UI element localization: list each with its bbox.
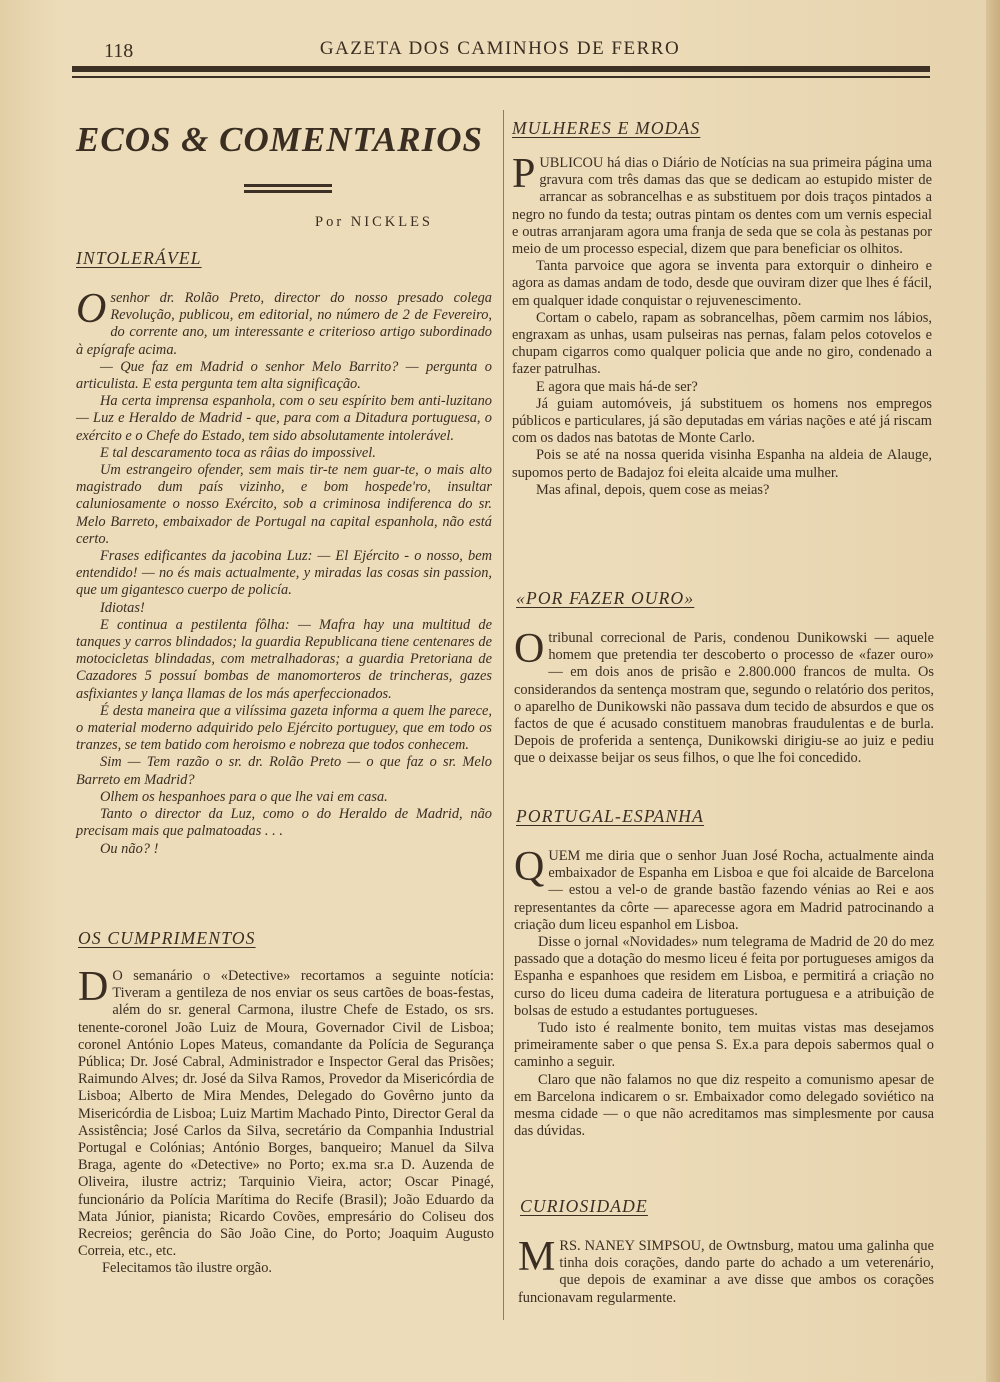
- section-mulheres-body: [512, 151, 932, 499]
- paragraph: E agora que mais há-de ser?: [536, 378, 698, 395]
- page-edge: [986, 0, 1000, 1382]
- section-heading-portugal: PORTUGAL-ESPANHA: [516, 806, 705, 826]
- paragraph: Pois se até na nossa querida visinha Espanha na aldeia de Alauge, supomos perto de Badajoz foi eleita alcaide uma mulher.: [512, 447, 932, 481]
- section-heading-intoleravel: INTOLERÁVEL: [76, 248, 202, 268]
- paragraph: Já guiam automóveis, já substituem os homens nos empregos públicos e particulares, já são deputadas em várias nações e até já riscam com os dados nas batotas de Monte Carlo.: [512, 395, 932, 447]
- section-heading-ouro: «POR FAZER OURO»: [516, 588, 695, 608]
- paragraph: UEM me diria que o senhor Juan José Rocha, actualmente ainda embaixador de Espanha em Lisboa e que foi alcaide de Barcelona — estou a vel-o de grande bastão fazendo vénias ao Rei e aos representantes da côrte — aparecesse agora em Madrid patrocinando a criação dum liceu espanhol em Lisboa.: [514, 848, 934, 933]
- paragraph: Tanto o director da Luz, como o do Heraldo de Madrid, não precisam mais que palmatoadas . . .: [76, 806, 492, 840]
- paragraph: Felecitamos tão ilustre orgão.: [102, 1260, 272, 1277]
- section-intoleravel-body: [76, 286, 492, 858]
- paragraph: Olhem os hespanhoes para o que lhe vai em casa.: [100, 788, 388, 805]
- paragraph: Um estrangeiro ofender, sem mais tir-te nem guar-te, o mais alto magistrado dum país vizinho, e bom hospede'ro, insultar caluniosamente o nosso Exército, sob a criminosa indiferenca do sr. Melo Barreto, embaixador de Portugal na capital espanhola, não está certo.: [76, 462, 492, 547]
- paragraph: RS. NANEY SIMPSOU, de Owtnsburg, matou uma galinha que tinha dois corações, dando parte do achado a um veterenário, que depois de examinar a ave disse que ambos os corações funcionavam regularmente.: [518, 1238, 934, 1306]
- paragraph: O semanário o «Detective» recortamos a seguinte notícia: Tiveram a gentileza de nos enviar os seus cartões de boas-festas, além do sr. general Carmona, ilustre Chefe de Estado, os srs. tenente-coronel João Luiz de Moura, Governador Civil de Lisboa; coronel António Lopes Mateus, comandante da Polícia de Segurança Pública; Dr. José Cabral, Administrador e Inspector Geral das Prisões; Raimundo Alves; dr. José da Silva Ramos, Provedor da Misericórdia de Lisboa; Alberto de Mira Mendes, Delegado do Govêrno junto da Misericórdia de Lisboa; Luiz Martim Machado Pinto, Director Geral da Assistência; José Carlos da Silva, secretário da Companhia Industrial Portugal e Colónias; António Borges, banqueiro; Manuel da Silva Braga, agente do «Detective» no Porto; ex.ma sr.a D. Auzenda de Oliveira, ilustre actriz; Tarquinio Vieira, actor; Oscar Pinagé, funcionário da Polícia Marítima do Recife (Brasil); João Eduardo da Mata Júnior, pianista; Ricardo Covões, empresário do Coliseu dos Recreios; gerência do São João Cine, do Porto; Joaquim Augusto Correia, etc., etc.: [78, 968, 494, 1260]
- section-curiosidade-body: [518, 1234, 934, 1307]
- paragraph: — Que faz em Madrid o senhor Melo Barrito? — pergunta o articulista. E esta pergunta tem alta significação.: [76, 358, 492, 393]
- drop-cap: Q: [514, 844, 545, 890]
- paragraph: Tudo isto é realmente bonito, tem muitas vistas mas desejamos primeiramente saber o que pensa S. Ex.a para depois sabermos qual o caminho a seguir.: [514, 1020, 934, 1071]
- drop-cap: P: [512, 151, 536, 197]
- paragraph: E tal descaramento toca as râias do impossivel.: [100, 444, 376, 461]
- section-heading-cumprimentos: OS CUMPRIMENTOS: [78, 928, 256, 948]
- page-number: 118: [104, 40, 134, 62]
- title-rule-top: [244, 184, 332, 187]
- section-heading-curiosidade: CURIOSIDADE: [520, 1196, 648, 1216]
- paragraph: UBLICOU há dias o Diário de Notícias na sua primeira página uma gravura com três damas das que se dedicam ao estupido mister de arrancar as sobrancelhas e as substituem por dois traços pintados a negro no fundo da testa; outras pintam os dentes com um vernis especial e outras arranjaram agora uma franja de seda que se cola às pestanas por meio de um processo especial, dizem que para beneficiar os olhitos.: [512, 155, 932, 258]
- paragraph: É desta maneira que a vilíssima gazeta informa a quem lhe parece, o material moderno adquirido pelo Ejército portuguey, que em todo os tranzes, se tem batido com heroismo e nobreza que todos conhecem.: [76, 702, 492, 754]
- publication-title: GAZETA DOS CAMINHOS DE FERRO: [319, 38, 681, 59]
- section-portugal-body: [514, 844, 934, 1140]
- paragraph: senhor dr. Rolão Preto, director do nosso presado colega Revolução, publicou, em editorial, no número de 2 de Fevereiro, do corrente ano, um interessante e criterioso artigo subordinado à epígrafe acima.: [76, 290, 492, 358]
- paragraph: Cortam o cabelo, rapam as sobrancelhas, põem carmim nos lábios, engraxam as unhas, usam pulseiras nas pernas, falam pelos cotovelos e chupam cigarros como qualquer policia que ande no giro, condenado a fazer patrulhas.: [512, 309, 932, 378]
- paragraph: Sim — Tem razão o sr. dr. Rolão Preto — o que faz o sr. Melo Barreto em Madrid?: [76, 754, 492, 788]
- paragraph: Claro que não falamos no que diz respeito a comunismo apesar de em Barcelona indicarem o sr. Embaixador como delegado soviético na mesma cidade — o que não acreditamos mas simplesmente por causa das dúvidas.: [514, 1071, 934, 1140]
- paragraph: Ha certa imprensa espanhola, com o seu espírito bem anti-luzitano — Luz e Heraldo de Madrid - que, para com a Ditadura portuguesa, o exército e o Chefe do Estado, tem sido absolutamente intolerável.: [76, 393, 492, 444]
- article-title: ECOS & COMENTARIOS: [76, 120, 484, 159]
- byline: Por NICKLES: [315, 214, 433, 230]
- drop-cap: O: [76, 286, 107, 332]
- header-rule-thin: [72, 76, 930, 78]
- paragraph: E continua a pestilenta fôlha: — Mafra hay una multitud de tanques y carros blindados; la guardia Republicana tiene centenares de motocicletas blindadas, com metralhadoras; a guardia Pretoriana de Cazadores 5 possuí bombas de manomorteros de trincheras, gazes asfixiantes y lança llamas de los más aperfeccionados.: [76, 616, 492, 702]
- section-cumprimentos-body: [78, 964, 494, 1278]
- drop-cap: O: [514, 626, 545, 672]
- paragraph: Frases edificantes da jacobina Luz: — El Ejército - o nosso, bem entendido! — no és mais actualmente, y miradas las cosas sin passion, que um gigantesco cuerpo de policía.: [76, 548, 492, 599]
- paragraph: Tanta parvoice que agora se inventa para extorquir o dinheiro e agora as damas andam de todo, desde que ouviram dizer que lhes é fácil, em qualquer idade conquistar o rejuvenescimento.: [512, 258, 932, 309]
- drop-cap: D: [78, 964, 109, 1010]
- paragraph: tribunal correcional de Paris, condenou Dunikowski — aquele homem que pretendia ter descoberto o processo de «fazer ouro» — em dois anos de prisão e 2.800.000 francos de multa. Os considerandos da sentença mostram que, segundo o relatório dos peritos, o aparelho de Dunikowski não passava dum tecido de absurdos e que os factos de que é acusado constituem manobras fraudulentas e de burla. Depois de proferida a sentença, Dunikowski dirigiu-se ao juiz e pediu que o deixasse beijar os seus filhos, o que lhe foi concedido.: [514, 630, 934, 767]
- section-heading-mulheres: MULHERES E MODAS: [512, 118, 701, 138]
- header-rule-thick: [72, 66, 930, 72]
- drop-cap: M: [518, 1234, 556, 1280]
- section-ouro-body: [514, 626, 934, 768]
- title-rule-bottom: [244, 190, 332, 193]
- column-divider: [503, 110, 504, 1320]
- paragraph: Idiotas!: [100, 599, 145, 616]
- paragraph: Ou não? !: [100, 840, 159, 857]
- paragraph: Disse o jornal «Novidades» num telegrama de Madrid de 20 do mez passado que a dotação do mesmo liceu é feita por portugueses amigos da Espanha e espanhoes que residem em Lisboa, e permitirá a criação no curso do liceu duma cadeira de literatura portuguesa e a atribuição de bolsas de estudo a estudantes portugueses.: [514, 934, 934, 1019]
- paragraph: Mas afinal, depois, quem cose as meias?: [536, 481, 770, 498]
